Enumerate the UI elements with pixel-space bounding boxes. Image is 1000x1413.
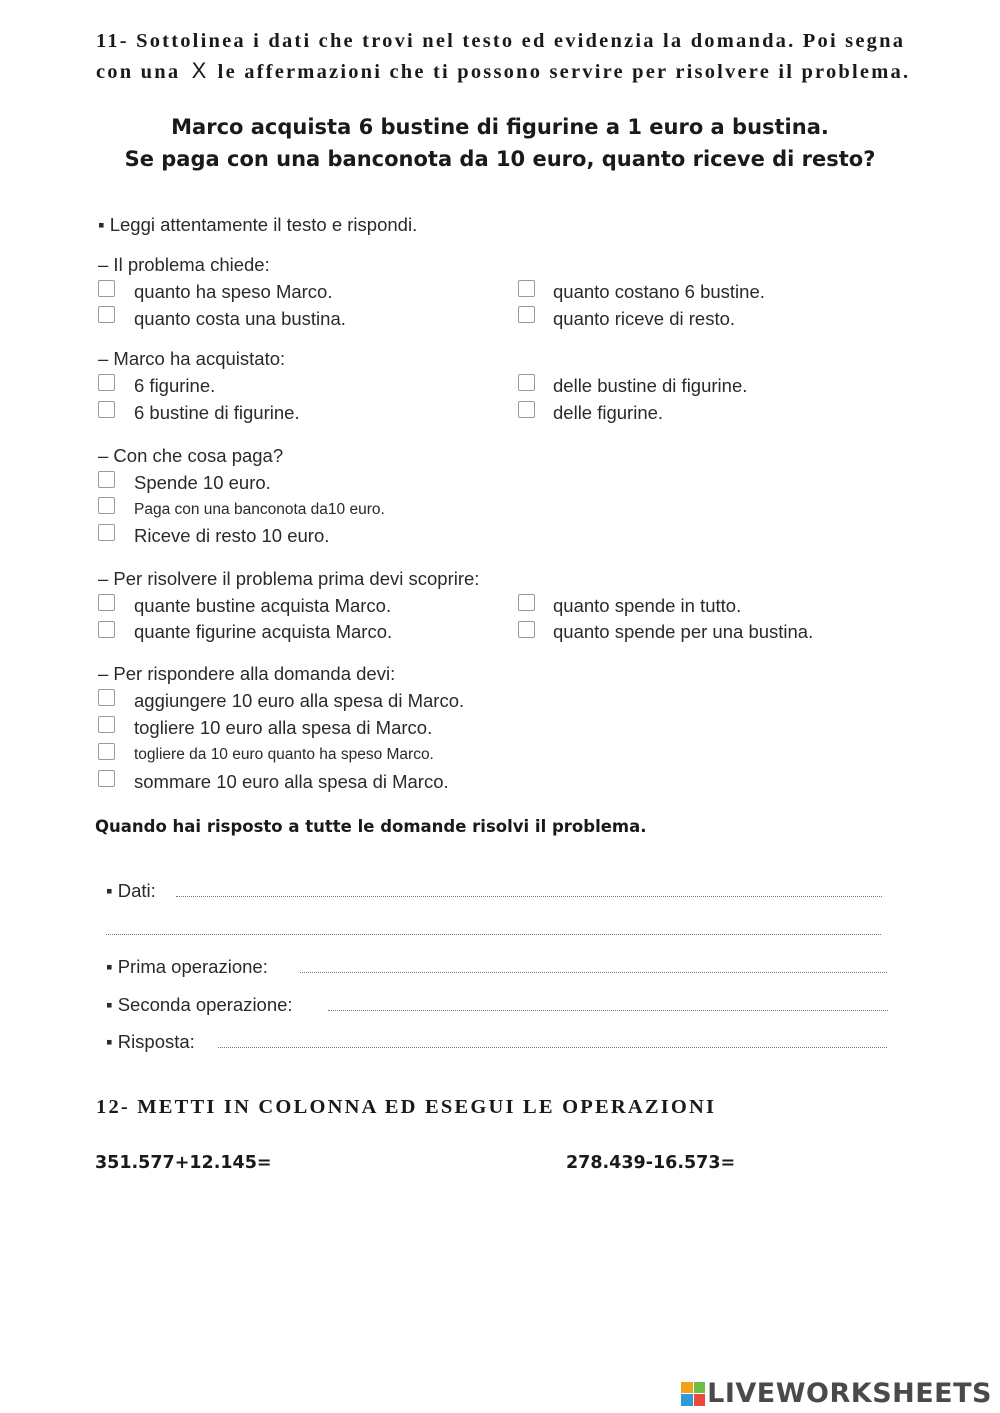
question-1-label: – Il problema chiede: <box>98 254 270 275</box>
question-5-label: – Per rispondere alla domanda devi: <box>98 663 396 684</box>
option-q3-a: Spende 10 euro. <box>134 472 271 493</box>
dati-line-2[interactable] <box>106 934 881 935</box>
bullet-icon: ▪ <box>98 214 105 235</box>
checkbox-q5-d[interactable] <box>98 770 115 787</box>
field-risposta <box>106 1031 195 1053</box>
operation-1: 351.577+12.145= <box>95 1153 272 1173</box>
title-line2-pre: con una <box>96 61 181 83</box>
field-prima-label: Prima operazione: <box>117 956 268 977</box>
option-q5-c: togliere da 10 euro quanto ha speso Marco. <box>134 746 434 763</box>
option-q3-c: Riceve di resto 10 euro. <box>134 525 330 546</box>
checkbox-q4-d[interactable] <box>518 621 535 638</box>
bullet-icon: ▪ <box>106 994 113 1015</box>
checkbox-q1-d[interactable] <box>518 306 535 323</box>
title-line2-post: le affermazioni che ti possono servire per risolvere il problema. <box>217 61 911 83</box>
x-mark: X <box>191 58 207 83</box>
checkbox-q2-d[interactable] <box>518 401 535 418</box>
question-2-label: – Marco ha acquistato: <box>98 348 286 369</box>
exercise-11-title-line1: 11- Sottolinea i dati che trovi nel testo ed evidenzia la domanda. Poi segna <box>96 30 906 52</box>
option-q4-d: quanto spende per una bustina. <box>553 621 814 642</box>
field-seconda-label: Seconda operazione: <box>117 994 293 1015</box>
seconda-operazione-line[interactable] <box>328 1010 888 1011</box>
intro-instruction <box>98 214 417 236</box>
checkbox-q4-b[interactable] <box>98 621 115 638</box>
option-q5-a: aggiungere 10 euro alla spesa di Marco. <box>134 690 465 711</box>
option-q2-b: 6 bustine di figurine. <box>134 402 300 423</box>
question-3-label: – Con che cosa paga? <box>98 445 284 466</box>
bullet-icon: ▪ <box>106 956 113 977</box>
bullet-icon: ▪ <box>106 880 113 901</box>
problem-line-1: Marco acquista 6 bustine di figurine a 1 euro a bustina. <box>171 115 829 139</box>
prima-operazione-line[interactable] <box>300 972 887 973</box>
risposta-line[interactable] <box>218 1047 887 1048</box>
option-q4-a: quante bustine acquista Marco. <box>134 595 392 616</box>
checkbox-q5-b[interactable] <box>98 716 115 733</box>
exercise-11-title-line2 <box>96 56 976 87</box>
option-q2-c: delle bustine di figurine. <box>553 375 748 396</box>
checkbox-q5-a[interactable] <box>98 689 115 706</box>
dati-line-1[interactable] <box>176 896 882 897</box>
checkbox-q1-b[interactable] <box>98 306 115 323</box>
option-q4-c: quanto spende in tutto. <box>553 595 742 616</box>
checkbox-q2-b[interactable] <box>98 401 115 418</box>
option-q5-b: togliere 10 euro alla spesa di Marco. <box>134 717 433 738</box>
checkbox-q2-a[interactable] <box>98 374 115 391</box>
question-4-label: – Per risolvere il problema prima devi scoprire: <box>98 568 480 589</box>
intro-text: Leggi attentamente il testo e rispondi. <box>109 214 418 235</box>
option-q1-a: quanto ha speso Marco. <box>134 281 333 302</box>
checkbox-q1-a[interactable] <box>98 280 115 297</box>
field-dati <box>106 880 156 902</box>
field-prima-operazione <box>106 956 268 978</box>
checkbox-q5-c[interactable] <box>98 743 115 760</box>
problem-line-2: Se paga con una banconota da 10 euro, quanto riceve di resto? <box>124 147 876 171</box>
option-q1-d: quanto riceve di resto. <box>553 308 736 329</box>
option-q1-b: quanto costa una bustina. <box>134 308 346 329</box>
operation-2: 278.439-16.573= <box>566 1153 736 1173</box>
field-seconda-operazione <box>106 994 293 1016</box>
bullet-icon: ▪ <box>106 1031 113 1052</box>
option-q3-b: Paga con una banconota da10 euro. <box>134 501 385 518</box>
field-dati-label: Dati: <box>117 880 156 901</box>
option-q1-c: quanto costano 6 bustine. <box>553 281 765 302</box>
exercise-11-heading <box>96 26 976 87</box>
checkbox-q2-c[interactable] <box>518 374 535 391</box>
checkbox-q3-a[interactable] <box>98 471 115 488</box>
brand-name: LIVEWORKSHEETS <box>707 1378 992 1409</box>
field-risposta-label: Risposta: <box>117 1031 195 1052</box>
solve-instruction: Quando hai risposto a tutte le domande risolvi il problema. <box>95 817 647 836</box>
checkbox-q3-b[interactable] <box>98 497 115 514</box>
exercise-12-title: 12- METTI IN COLONNA ED ESEGUI LE OPERAZIONI <box>96 1096 717 1118</box>
logo-square-2 <box>694 1382 706 1394</box>
logo-square-1 <box>681 1382 693 1394</box>
checkbox-q1-c[interactable] <box>518 280 535 297</box>
logo-square-3 <box>681 1394 693 1406</box>
option-q2-a: 6 figurine. <box>134 375 216 396</box>
checkbox-q4-a[interactable] <box>98 594 115 611</box>
checkbox-q3-c[interactable] <box>98 524 115 541</box>
option-q2-d: delle figurine. <box>553 402 664 423</box>
liveworksheets-logo-icon <box>681 1382 705 1406</box>
option-q5-d: sommare 10 euro alla spesa di Marco. <box>134 771 449 792</box>
checkbox-q4-c[interactable] <box>518 594 535 611</box>
option-q4-b: quante figurine acquista Marco. <box>134 621 393 642</box>
logo-square-4 <box>694 1394 706 1406</box>
liveworksheets-logo <box>681 1378 992 1409</box>
